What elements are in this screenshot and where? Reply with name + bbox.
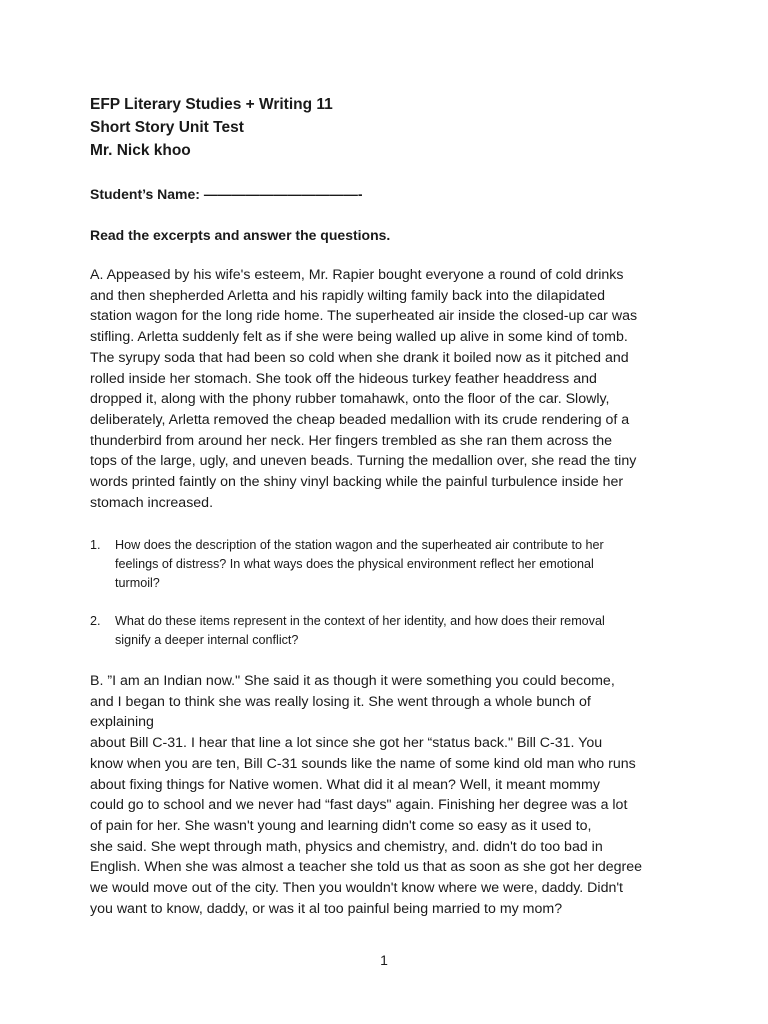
passage-line: and then shepherded Arletta and his rapidly wilting family back into the dilapidated xyxy=(90,287,606,304)
passage-line: could go to school and we never had “fast days" again. Finishing her degree was a lot xyxy=(90,797,628,814)
question-1 xyxy=(90,536,680,593)
passage-line: dropped it, along with the phony rubber tomahawk, onto the floor of the car. Slowly, xyxy=(90,391,610,408)
passage-line: you want to know, daddy, or was it al too painful being married to my mom? xyxy=(90,900,563,917)
course-title: EFP Literary Studies + Writing 11 xyxy=(90,96,333,113)
passage-line: station wagon for the long ride home. The superheated air inside the closed-up car was xyxy=(90,308,638,325)
passage-line: words printed faintly on the shiny vinyl backing while the painful turbulence inside her xyxy=(90,474,624,491)
passage-line: stifling. Arletta suddenly felt as if she were being walled up alive in some kind of tomb. xyxy=(90,329,628,346)
passage-line: know when you are ten, Bill C-31 sounds like the name of some kind old man who runs xyxy=(90,755,636,772)
question-list xyxy=(90,536,680,650)
passage-line: thunderbird from around her neck. Her fingers trembled as she ran them across the xyxy=(90,432,613,449)
passage-line: tops of the large, ugly, and uneven beads. Turning the medallion over, she read the tiny xyxy=(90,453,637,470)
question-text-line: How does the description of the station wagon and the superheated air contribute to her xyxy=(115,538,604,552)
passage-line: B. ”I am an Indian now." She said it as though it were something you could become, xyxy=(90,673,615,689)
question-text-line: signify a deeper internal conflict? xyxy=(115,633,299,647)
passage-line: she said. She wept through math, physics and chemistry, and. didn't do too bad in xyxy=(90,838,603,855)
passage-line: A. Appeased by his wife's esteem, Mr. Rapier bought everyone a round of cold drinks xyxy=(90,267,624,283)
question-text-line: turmoil? xyxy=(115,576,160,590)
passage-line: of pain for her. She wasn't young and learning didn't come so easy as it used to, xyxy=(90,817,592,834)
passage-b xyxy=(90,671,690,919)
page-number: 1 xyxy=(380,952,388,968)
passage-line: and I began to think she was really losing it. She went through a whole bunch of xyxy=(90,693,591,710)
question-2 xyxy=(90,612,680,650)
student-name-field: Student’s Name: ———————————- xyxy=(90,186,363,202)
passage-line: about Bill C-31. I hear that line a lot since she got her “status back." Bill C-31. You xyxy=(90,735,603,752)
question-text-line: What do these items represent in the context of her identity, and how does their removal xyxy=(115,614,605,628)
passage-line: explaining xyxy=(90,714,154,731)
question-number: 1. xyxy=(90,538,101,552)
passage-line: The syrupy soda that had been so cold when she drank it boiled now as it pitched and xyxy=(90,349,629,366)
question-number: 2. xyxy=(90,614,101,628)
instructions: Read the excerpts and answer the questions. xyxy=(90,227,391,243)
passage-line: about fixing things for Native women. What did it al mean? Well, it meant mommy xyxy=(90,776,600,793)
question-text-line: feelings of distress? In what ways does the physical environment reflect her emotional xyxy=(115,557,594,571)
test-title: Short Story Unit Test xyxy=(90,119,244,136)
passage-line: English. When she was almost a teacher she told us that as soon as she got her degree xyxy=(90,859,643,876)
document-header xyxy=(90,93,690,162)
passage-line: deliberately, Arletta removed the cheap beaded medallion with its crude rendering of a xyxy=(90,411,630,428)
teacher-name: Mr. Nick khoo xyxy=(90,142,191,159)
passage-line: stomach increased. xyxy=(90,494,214,511)
passage-a xyxy=(90,265,690,513)
passage-line: rolled inside her stomach. She took off the hideous turkey feather headdress and xyxy=(90,370,597,387)
passage-line: we would move out of the city. Then you wouldn't know where we were, daddy. Didn't xyxy=(90,880,623,897)
